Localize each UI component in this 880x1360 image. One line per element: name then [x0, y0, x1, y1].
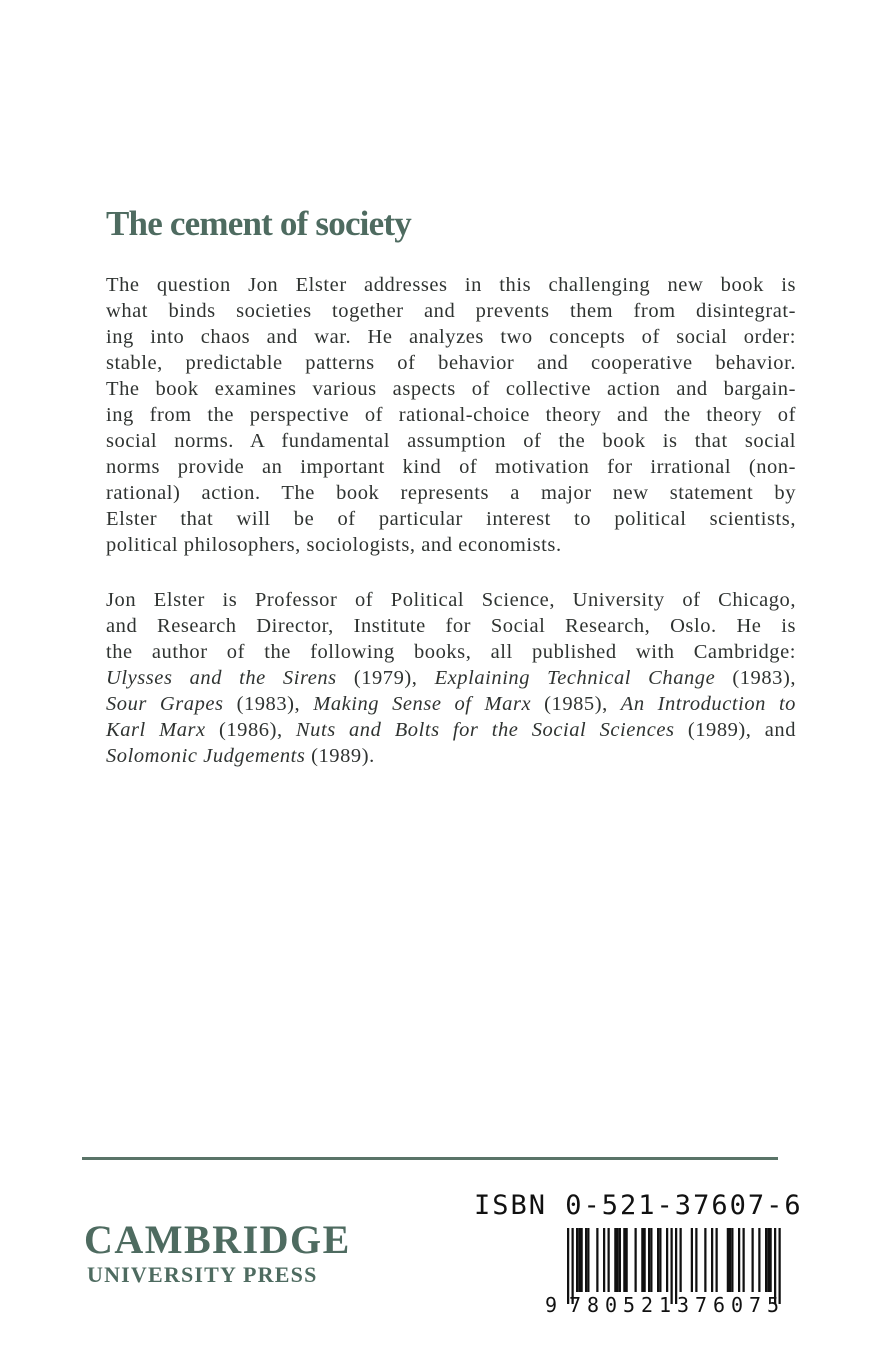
- description-line: ing into chaos and war. He analyzes two concepts of social order:: [106, 326, 796, 348]
- author-bio-paragraph: [106, 587, 796, 769]
- barcode-bar: [608, 1228, 610, 1292]
- barcode-bar: [659, 1228, 661, 1292]
- bio-line: Jon Elster is Professor of Political Science, University of Chicago,: [106, 589, 796, 611]
- barcode-bar: [650, 1228, 652, 1292]
- book-title-ref: Nuts and Bolts for the Social Sciences: [295, 719, 675, 741]
- barcode-bar: [743, 1228, 745, 1292]
- barcode-bar: [691, 1228, 693, 1292]
- description-line: ing from the perspective of rational-choice theory and the theory of: [106, 404, 796, 426]
- description-line: The book examines various aspects of collective action and bargain-: [106, 378, 796, 400]
- barcode-digit-first: 9: [545, 1293, 558, 1317]
- description-line: rational) action. The book represents a major new statement by: [106, 482, 796, 504]
- book-year: (1985),: [531, 693, 621, 715]
- barcode-bar: [731, 1228, 733, 1292]
- bio-line: [106, 717, 796, 743]
- book-year: (1979),: [336, 667, 435, 689]
- barcode-bar: [729, 1228, 731, 1292]
- barcode-bar: [765, 1228, 767, 1292]
- barcode-bar: [635, 1228, 637, 1292]
- barcode-bar: [626, 1228, 628, 1292]
- publisher-name: CAMBRIDGE: [84, 1217, 351, 1262]
- divider-rule: [82, 1157, 778, 1160]
- barcode-bar: [695, 1228, 697, 1292]
- book-title-ref: An Introduction to: [620, 693, 796, 715]
- barcode-bar: [596, 1228, 598, 1292]
- book-year: (1989), and: [674, 719, 797, 741]
- bio-line: and Research Director, Institute for Social Research, Oslo. He is: [106, 615, 796, 637]
- publisher-subname: UNIVERSITY PRESS: [87, 1262, 318, 1287]
- barcode-bar: [704, 1228, 706, 1292]
- isbn-label: ISBN 0-521-37607-6: [474, 1190, 803, 1221]
- barcode-bar: [770, 1228, 772, 1292]
- barcode-bar: [752, 1228, 754, 1292]
- barcode-bar: [767, 1228, 769, 1292]
- book-year: (1989).: [305, 745, 375, 767]
- barcode-bar: [648, 1228, 650, 1292]
- barcode-bar: [641, 1228, 643, 1292]
- barcode-bar: [711, 1228, 713, 1292]
- book-title: The cement of society: [106, 204, 411, 243]
- description-line: what binds societies together and prevents them from disintegrat-: [106, 300, 796, 322]
- book-year: (1983),: [715, 667, 796, 689]
- book-title-ref: Karl Marx: [106, 719, 206, 741]
- book-title-ref: Solomonic Judgements: [106, 745, 306, 767]
- barcode-bar: [716, 1228, 718, 1292]
- book-year: (1986),: [205, 719, 296, 741]
- book-title-ref: Making Sense of Marx: [313, 693, 532, 715]
- barcode-bar: [666, 1228, 668, 1292]
- bio-line: [106, 743, 796, 769]
- bio-line: the author of the following books, all published with Cambridge:: [106, 641, 796, 663]
- barcode-bar: [576, 1228, 578, 1292]
- description-line: Elster that will be of particular interest to political scientists,: [106, 508, 796, 530]
- barcode-bar: [614, 1228, 616, 1292]
- barcode-digits: 780521376075: [569, 1293, 779, 1317]
- barcode-bar: [738, 1228, 740, 1292]
- bio-line: [106, 691, 796, 717]
- barcode-bar: [619, 1228, 621, 1292]
- barcode-bar: [603, 1228, 605, 1292]
- description-line: social norms. A fundamental assumption of the book is that social: [106, 430, 796, 452]
- barcode-bar: [657, 1228, 659, 1292]
- description-line: norms provide an important kind of motivation for irrational (non-: [106, 456, 796, 478]
- description-paragraph: [106, 272, 796, 558]
- barcode-bar: [587, 1228, 589, 1292]
- barcode-bar: [585, 1228, 587, 1292]
- book-year: (1983),: [223, 693, 314, 715]
- book-title-ref: Explaining Technical Change: [434, 667, 716, 689]
- bio-line: [106, 665, 796, 691]
- publisher-logo: [84, 1218, 351, 1288]
- description-line: stable, predictable patterns of behavior and cooperative behavior.: [106, 352, 796, 374]
- barcode-bar: [617, 1228, 619, 1292]
- barcode-bar: [578, 1228, 580, 1292]
- description-line: political philosophers, sociologists, and economists.: [106, 534, 562, 556]
- barcode: [545, 1228, 785, 1318]
- barcode-bar: [581, 1228, 583, 1292]
- barcode-bar: [680, 1228, 682, 1292]
- barcode-bar: [758, 1228, 760, 1292]
- barcode-bar: [644, 1228, 646, 1292]
- barcode-bar: [623, 1228, 625, 1292]
- book-title-ref: Sour Grapes: [106, 693, 224, 715]
- description-line: The question Jon Elster addresses in this challenging new book is: [106, 274, 796, 296]
- book-title-ref: Ulysses and the Sirens: [106, 667, 337, 689]
- barcode-bar: [727, 1228, 729, 1292]
